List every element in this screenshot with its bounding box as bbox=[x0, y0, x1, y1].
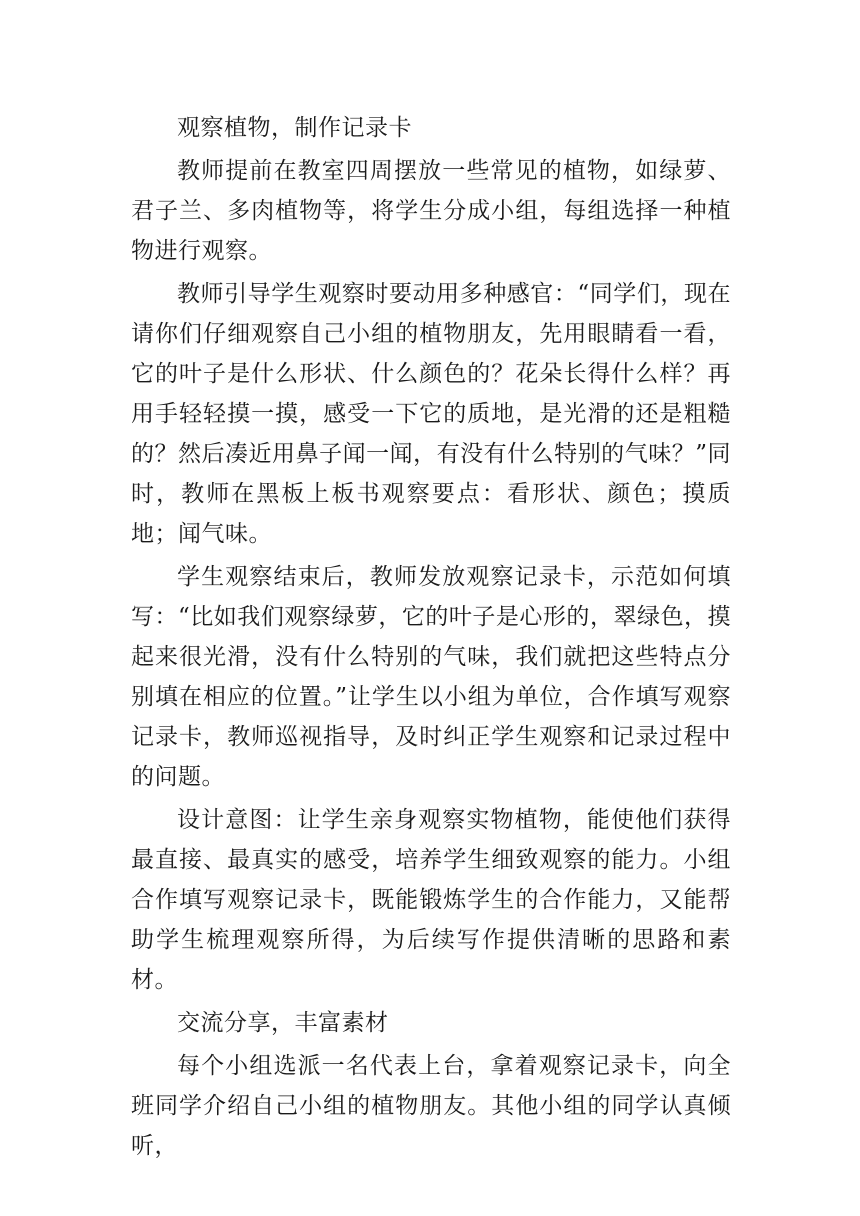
paragraph-group-present: 每个小组选派一名代表上台，拿着观察记录卡，向全班同学介绍自己小组的植物朋友。其他小组的同学认真倾听， bbox=[131, 1053, 731, 1159]
document-body bbox=[131, 108, 731, 1169]
paragraph-design-intent: 设计意图：让学生亲身观察实物植物，能使他们获得最直接、最真实的感受，培养学生细致观察的能力。小组合作填写观察记录卡，既能锻炼学生的合作能力，又能帮助学生梳理观察所得，为后续写作提供清晰的思路和素材。 bbox=[131, 807, 731, 993]
paragraph-record-card: 学生观察结束后，教师发放观察记录卡，示范如何填写：“比如我们观察绿萝，它的叶子是心形的，翠绿色，摸起来很光滑，没有什么特别的气味，我们就把这些特点分别填在相应的位置。”让学生以小组为单位，合作填写观察记录卡，教师巡视指导，及时纠正学生观察和记录过程中的问题。 bbox=[131, 564, 731, 790]
section-heading-share: 交流分享，丰富素材 bbox=[177, 1010, 389, 1036]
paragraph-prepare-plants: 教师提前在教室四周摆放一些常见的植物，如绿萝、君子兰、多肉植物等，将学生分成小组，每组选择一种植物进行观察。 bbox=[131, 158, 731, 264]
paragraph-guide-senses: 教师引导学生观察时要动用多种感官：“同学们，现在请你们仔细观察自己小组的植物朋友，先用眼睛看一看，它的叶子是什么形状、什么颜色的？花朵长得什么样？再用手轻轻摸一摸，感受一下它的质地，是光滑的还是粗糙的？然后凑近用鼻子闻一闻，有没有什么特别的气味？”同时，教师在黑板上板书观察要点：看形状、颜色；摸质地；闻气味。 bbox=[131, 281, 731, 547]
section-heading-observe-plants: 观察植物，制作记录卡 bbox=[177, 115, 412, 141]
